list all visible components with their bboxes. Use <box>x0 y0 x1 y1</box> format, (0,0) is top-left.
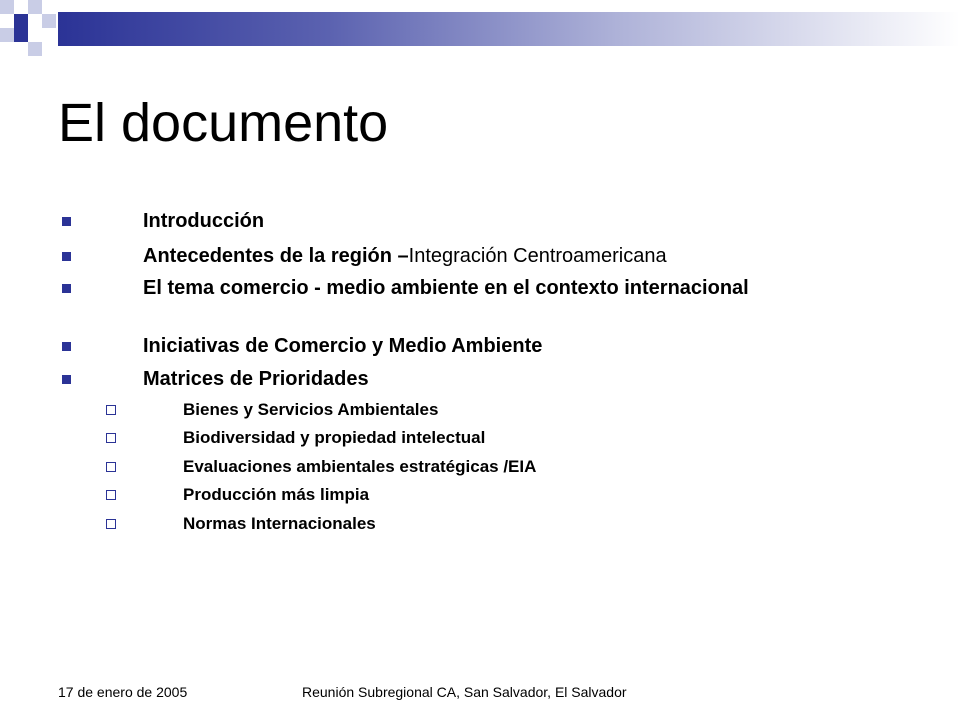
deco-square <box>14 14 28 28</box>
footer-event: Reunión Subregional CA, San Salvador, El Salvador <box>302 684 627 700</box>
square-bullet-icon <box>62 284 71 293</box>
slide-title: El documento <box>58 93 389 153</box>
deco-square <box>0 0 14 14</box>
square-bullet-icon <box>62 252 71 261</box>
footer-date: 17 de enero de 2005 <box>58 684 188 700</box>
deco-square <box>14 28 28 42</box>
bullet-text-normal: Integración Centroamericana <box>408 245 667 267</box>
hollow-square-bullet-icon <box>106 405 116 415</box>
gradient-band <box>58 12 960 46</box>
deco-square <box>0 28 14 42</box>
hollow-square-bullet-icon <box>106 490 116 500</box>
bullet-text: Introducción <box>143 210 265 232</box>
hollow-square-bullet-icon <box>106 519 116 529</box>
bullet-text: El tema comercio - medio ambiente en el contexto internacional <box>143 277 749 299</box>
sub-bullet-text: Biodiversidad y propiedad intelectual <box>183 428 486 447</box>
header-decoration <box>0 0 960 60</box>
square-bullet-icon <box>62 342 71 351</box>
deco-square <box>28 0 42 14</box>
square-bullet-icon <box>62 375 71 384</box>
sub-bullet-text: Evaluaciones ambientales estratégicas /EIA <box>183 457 537 476</box>
hollow-square-bullet-icon <box>106 462 116 472</box>
deco-square <box>28 42 42 56</box>
square-bullet-icon <box>62 217 71 226</box>
hollow-square-bullet-icon <box>106 433 116 443</box>
bullet-text: Antecedentes de la región – <box>143 245 409 267</box>
sub-bullet-text: Producción más limpia <box>183 485 370 504</box>
bullet-text: Matrices de Prioridades <box>143 368 369 390</box>
deco-square <box>42 14 56 28</box>
bullet-text: Iniciativas de Comercio y Medio Ambiente <box>143 335 543 357</box>
sub-bullet-text: Normas Internacionales <box>183 514 376 533</box>
sub-bullet-text: Bienes y Servicios Ambientales <box>183 400 439 419</box>
